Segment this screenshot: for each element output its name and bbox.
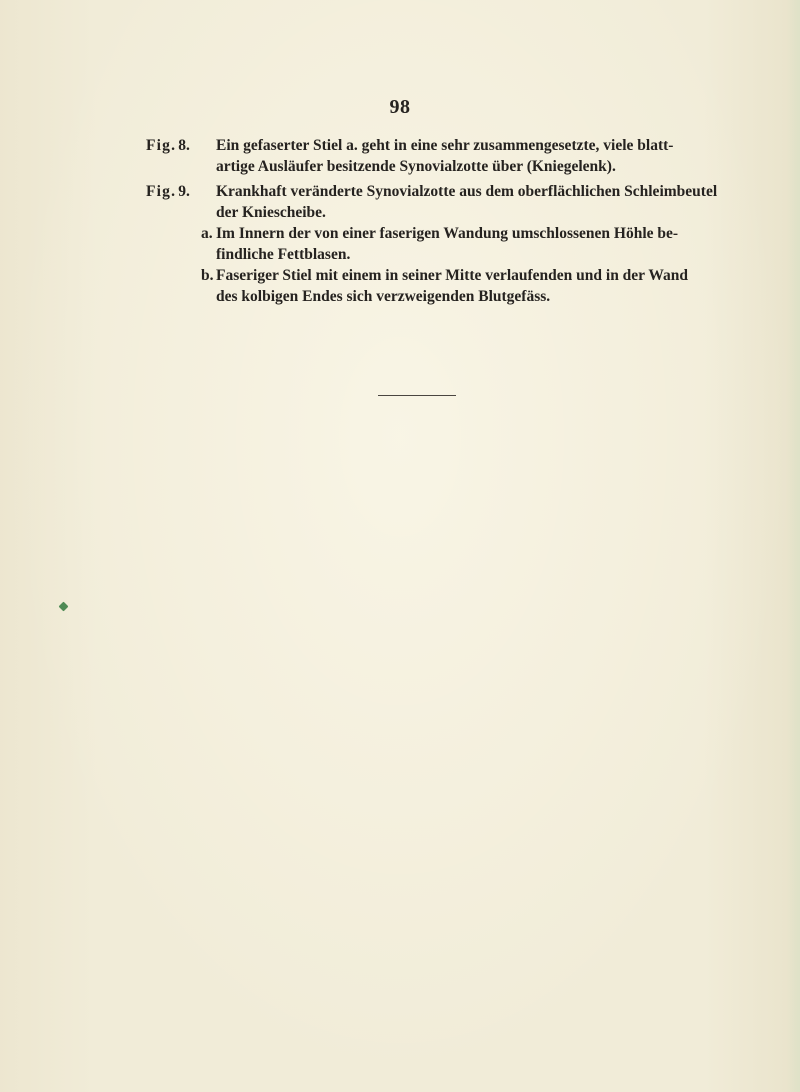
item-line: findliche Fettblasen. [216,246,351,263]
figure-label-8 [146,135,216,156]
figure-label-9 [146,181,216,202]
figure-number: 9. [178,183,190,200]
caption-line: Ein gefaserter Stiel a. geht in eine sehr zusammengesetzte, viele blatt- [216,137,674,154]
caption-line: artige Ausläufer besitzende Synovialzotte über (Kniegelenk). [216,158,616,175]
caption-line: Krankhaft veränderte Synovialzotte aus dem oberflächlichen Schleimbeutel [216,183,718,200]
margin-marker [59,602,69,612]
page-edge-stain [786,0,800,1092]
figure-number: 8. [178,137,190,154]
figure-label-word: Fig. [146,183,177,200]
item-line: Im Innern der von einer faserigen Wandung umschlossenen Höhle be- [216,225,679,242]
item-b-text [216,265,694,307]
item-letter-b: b. [201,267,214,284]
item-line: Faseriger Stiel mit einem in seiner Mitte verlaufenden und in der Wand [216,267,689,284]
figure-label-word: Fig. [146,137,177,154]
item-line: des kolbigen Endes sich verzweigenden Blutgefäss. [216,288,551,305]
item-a-text [216,223,694,265]
caption-line: der Kniescheibe. [216,204,326,221]
section-divider [378,395,456,396]
figure-8-caption [216,135,694,177]
page-number: 98 [389,96,411,118]
item-letter-a: a. [201,225,213,242]
figure-9-caption [216,181,718,223]
